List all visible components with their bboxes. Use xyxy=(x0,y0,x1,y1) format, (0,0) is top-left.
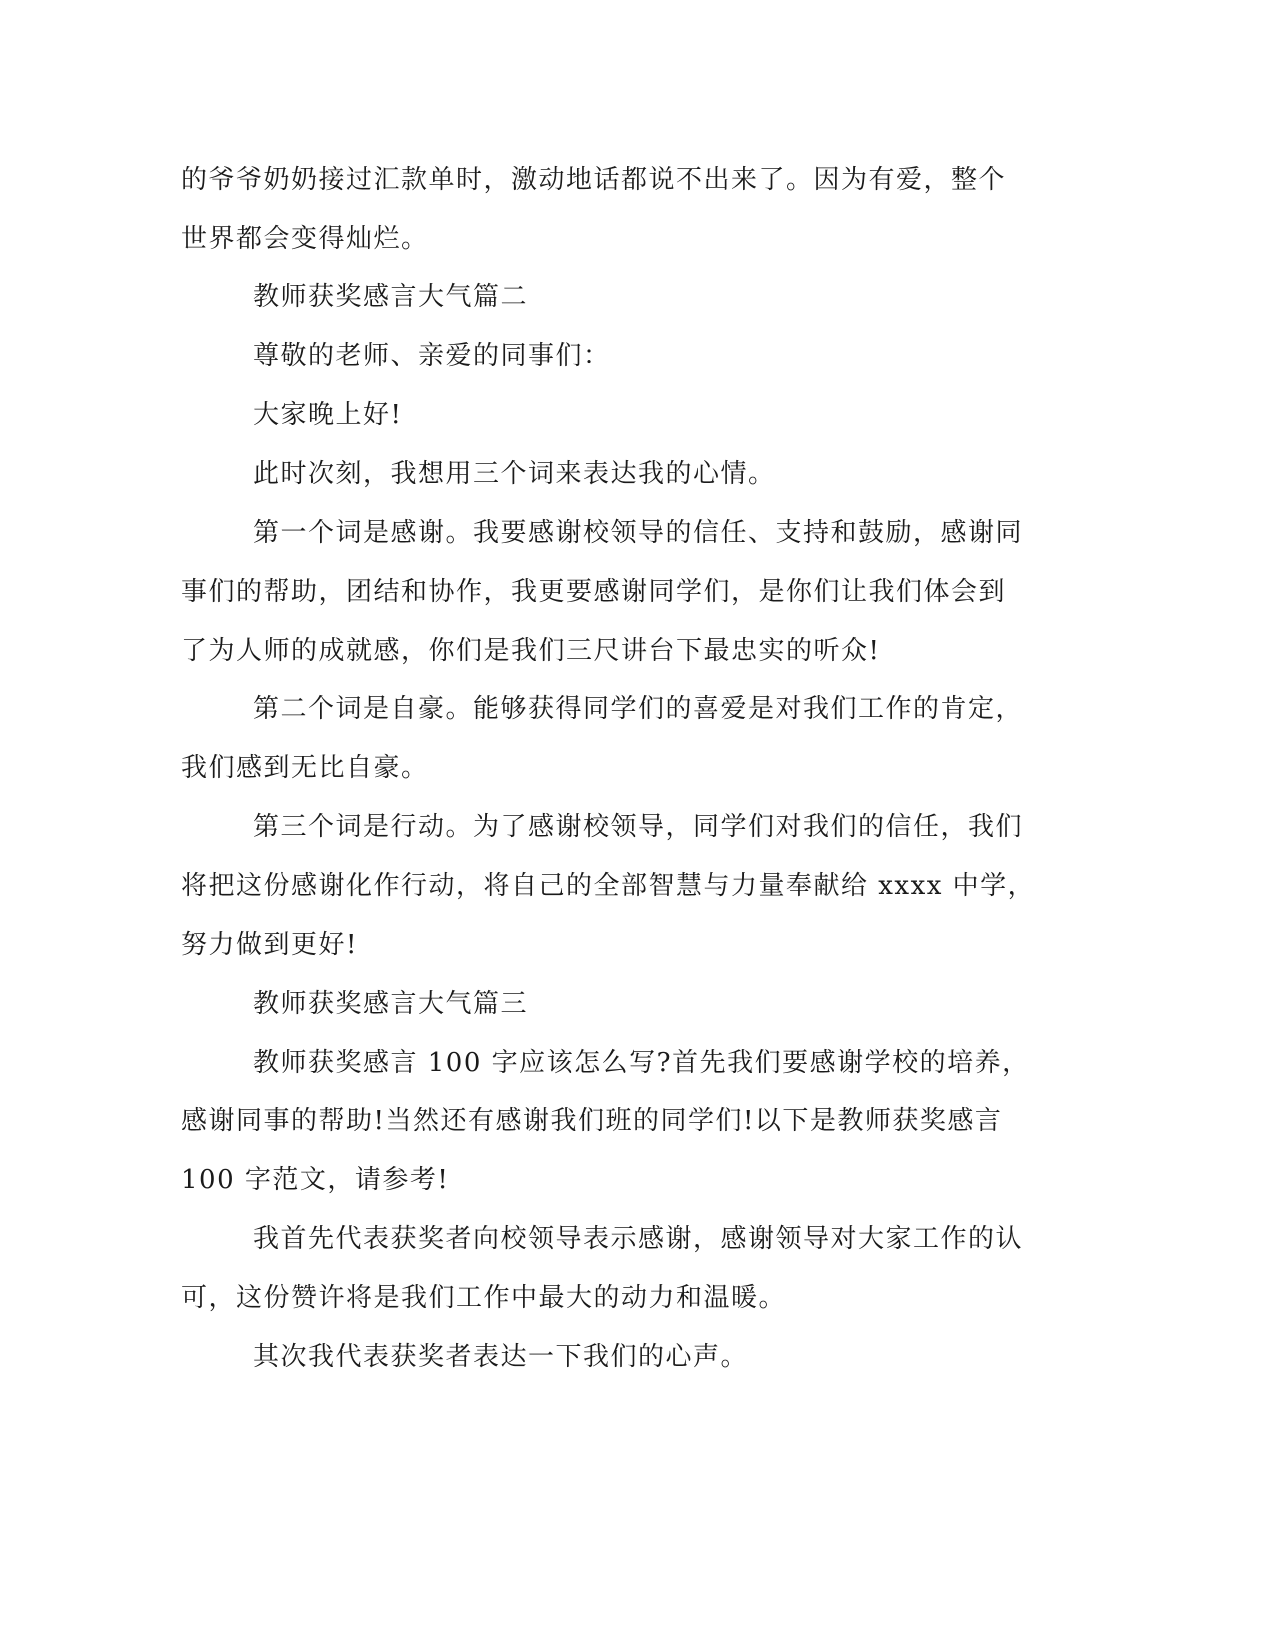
paragraph-line: 事们的帮助，团结和协作，我更要感谢同学们，是你们让我们体会到 xyxy=(181,577,1007,607)
paragraph-line: 100 字范文，请参考! xyxy=(181,1165,450,1195)
paragraph-line: 世界都会变得灿烂。 xyxy=(181,224,429,254)
paragraph-line: 的爷爷奶奶接过汇款单时，激动地话都说不出来了。因为有爱，整个 xyxy=(181,165,1007,195)
paragraph-line: 我首先代表获奖者向校领导表示感谢，感谢领导对大家工作的认 xyxy=(253,1224,1024,1254)
paragraph-line: 第三个词是行动。为了感谢校领导，同学们对我们的信任，我们 xyxy=(253,812,1024,842)
paragraph-line: 第一个词是感谢。我要感谢校领导的信任、支持和鼓励，感谢同 xyxy=(253,518,1024,548)
paragraph-line: 努力做到更好! xyxy=(181,930,358,960)
section-heading: 教师获奖感言大气篇三 xyxy=(253,989,529,1019)
paragraph-line: 我们感到无比自豪。 xyxy=(181,753,429,783)
paragraph-line: 可，这份赞许将是我们工作中最大的动力和温暖。 xyxy=(181,1283,787,1313)
paragraph-line: 将把这份感谢化作行动，将自己的全部智慧与力量奉献给 xxxx 中学， xyxy=(181,871,1036,901)
greeting: 大家晚上好! xyxy=(253,400,403,430)
paragraph-line: 其次我代表获奖者表达一下我们的心声。 xyxy=(253,1342,749,1372)
paragraph-line: 此时次刻，我想用三个词来表达我的心情。 xyxy=(253,459,776,489)
paragraph-line: 第二个词是自豪。能够获得同学们的喜爱是对我们工作的肯定， xyxy=(253,694,1024,724)
section-heading: 教师获奖感言大气篇二 xyxy=(253,282,529,312)
salutation: 尊敬的老师、亲爱的同事们： xyxy=(253,341,611,371)
paragraph-line: 了为人师的成就感，你们是我们三尺讲台下最忠实的听众! xyxy=(181,636,881,666)
paragraph-line: 教师获奖感言 100 字应该怎么写?首先我们要感谢学校的培养， xyxy=(253,1048,1030,1078)
paragraph-line: 感谢同事的帮助!当然还有感谢我们班的同学们!以下是教师获奖感言 xyxy=(181,1106,1003,1136)
